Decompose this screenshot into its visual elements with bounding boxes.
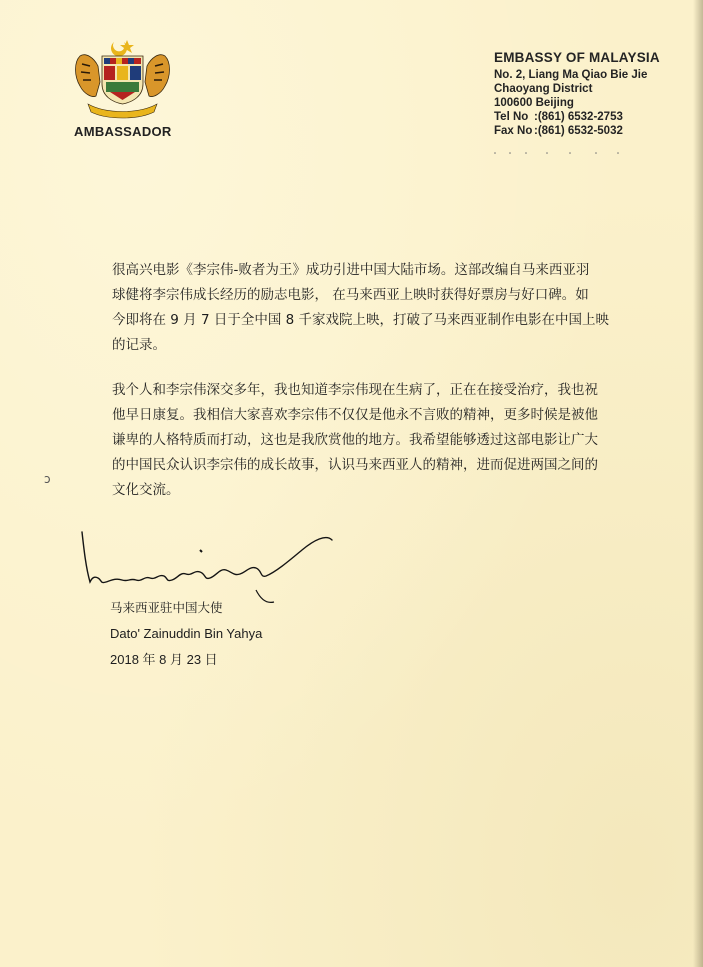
- text-line: 的中国民众认识李宗伟的成长故事，认识马来西亚人的精神，进而促进两国之间的: [112, 457, 598, 473]
- text-line: 很高兴电影《李宗伟-败者为王》成功引进中国大陆市场。这部改编自马来西亚羽: [112, 262, 590, 278]
- fax-label: Fax No: [494, 125, 533, 137]
- letter-body: [112, 258, 610, 523]
- text-line: 他早日康复。我相信大家喜欢李宗伟不仅仅是他永不言败的精神，更多时候是被他: [112, 407, 598, 423]
- text-line: 文化交流。: [112, 482, 180, 498]
- ambassador-label: AMBASSADOR: [74, 124, 172, 139]
- embassy-address-block: [494, 50, 660, 138]
- tel-row: [494, 110, 660, 124]
- address-line: No. 2, Liang Ma Qiao Bie Jie: [494, 69, 648, 81]
- text-line: 我个人和李宗伟深交多年，我也知道李宗伟现在生病了，正在在接受治疗，我也祝: [112, 382, 598, 398]
- signatory-name: Dato' Zainuddin Bin Yahya: [110, 626, 263, 641]
- letter-closing: [110, 595, 262, 673]
- signatory-title: 马来西亚驻中国大使: [110, 600, 223, 615]
- tel-value: :(861) 6532-2753: [534, 111, 623, 123]
- text-line: 的记录。: [112, 337, 166, 353]
- malaysia-coat-of-arms-icon: [70, 38, 175, 120]
- text-line: 今即将在 9 月 7 日于全中国 8 千家戏院上映，打破了马来西亚制作电影在中国上映: [112, 312, 610, 328]
- text-line: 谦卑的人格特质而打动，这也是我欣赏他的地方。我希望能够透过这部电影让广大: [112, 432, 598, 448]
- paper-edge-shadow: [693, 0, 703, 967]
- text-line: 球健将李宗伟成长经历的励志电影， 在马来西亚上映时获得好票房与好口碑。如: [112, 287, 589, 303]
- tel-label: Tel No: [494, 111, 529, 123]
- address-line: Chaoyang District: [494, 83, 593, 95]
- paragraph-2: [112, 378, 598, 503]
- letterhead-dotted-rule: [492, 150, 632, 156]
- fax-row: [494, 124, 660, 138]
- paragraph-1: [112, 258, 610, 358]
- margin-pen-mark: ɔ: [44, 472, 51, 486]
- address-line: 100600 Beijing: [494, 97, 574, 109]
- embassy-name: EMBASSY OF MALAYSIA: [494, 50, 660, 65]
- letter-date: 2018 年 8 月 23 日: [110, 652, 218, 667]
- fax-value: :(861) 6532-5032: [534, 125, 623, 137]
